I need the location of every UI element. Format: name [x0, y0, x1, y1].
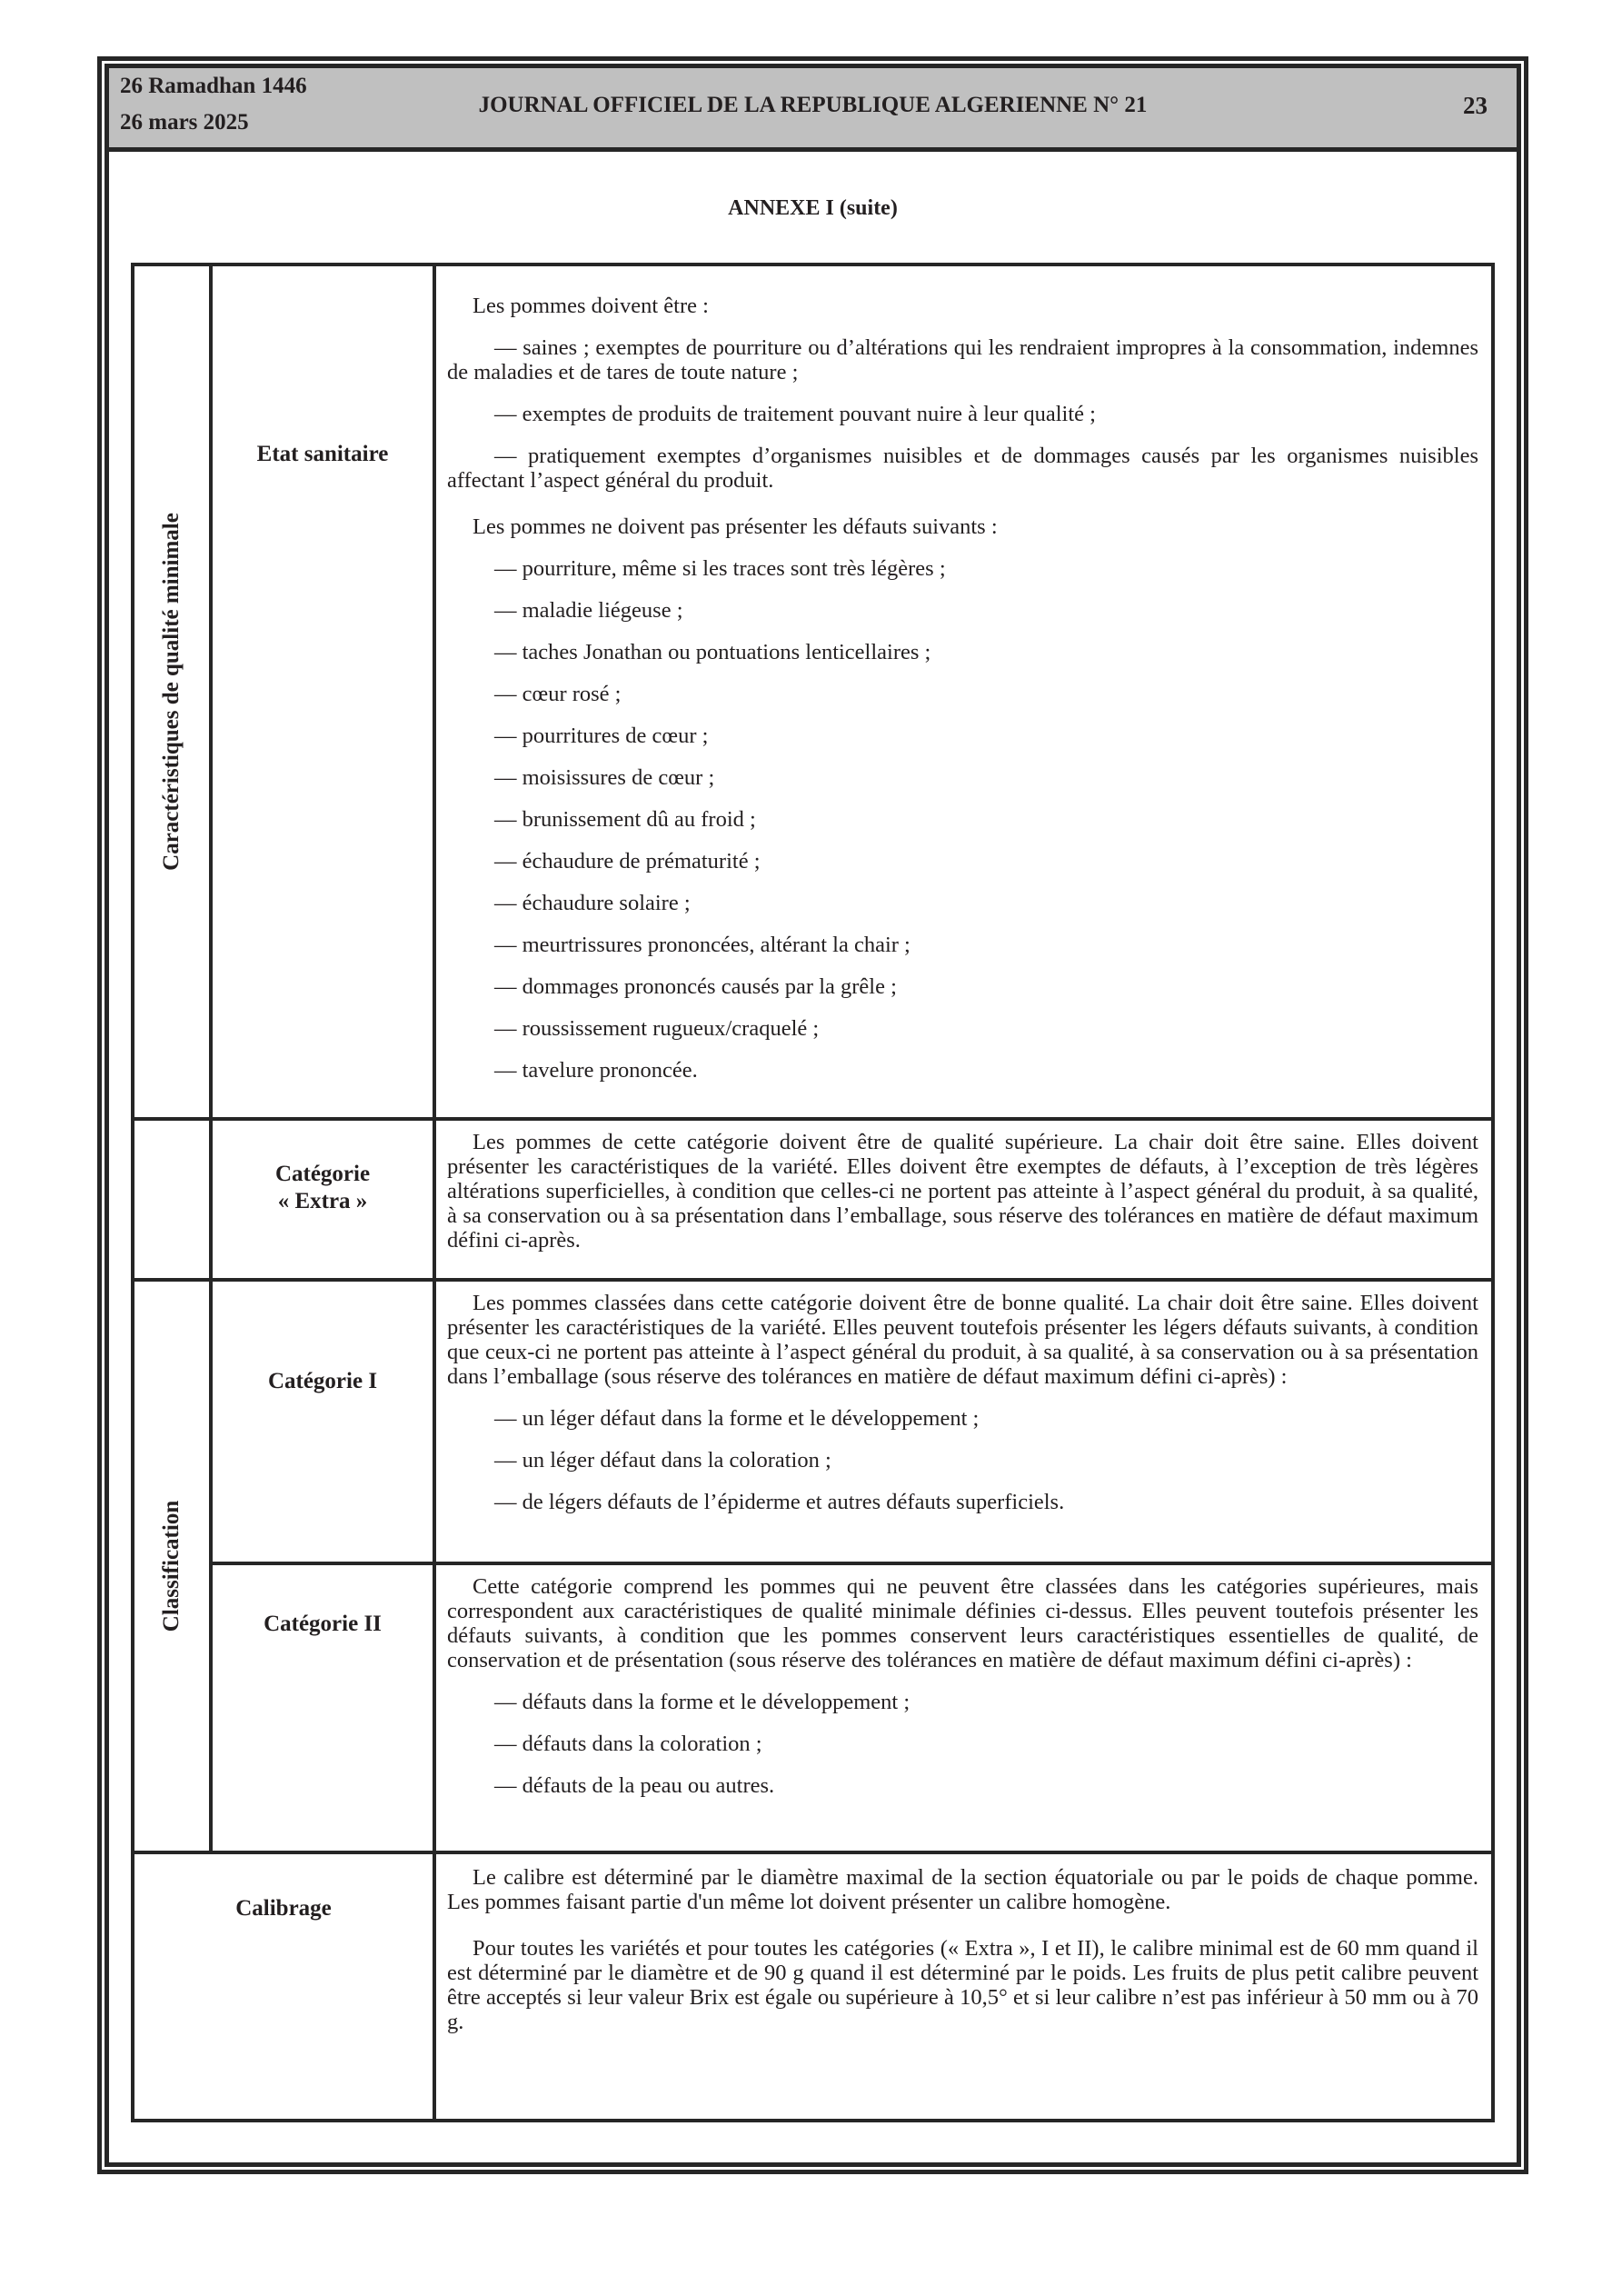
table-row-category-1: [133, 1280, 1493, 1563]
defect-item: — meurtrissures prononcées, altérant la chair ;: [494, 933, 911, 957]
empty-group-cell: [133, 1119, 211, 1280]
category-1-item: — un léger défaut dans la forme et le développement ;: [494, 1406, 980, 1431]
defect-item: — dommages prononcés causés par la grêle ;: [494, 974, 897, 999]
page-number: 23: [1463, 92, 1488, 119]
gregorian-date: 26 mars 2025: [120, 110, 249, 135]
defects-intro: Les pommes ne doivent pas présenter les défauts suivants :: [473, 514, 998, 539]
journal-title: JOURNAL OFFICIEL DE LA REPUBLIQUE ALGERIENNE N° 21: [478, 93, 1148, 117]
calibrage-paragraph-2: Pour toutes les variétés et pour toutes les catégories (« Extra », I et II), le calibre minimal est de 60 mm quand il est déterminé par le diamètre et de 90 g quand il est déterminé par le poids. Les fruits de plus petit calibre peuvent être acceptés si leur valeur Brix est égale ou supérieure à 10,5° et si leur calibre n’est pas inférieur à 50 mm ou à 70 g.: [447, 1936, 1478, 2034]
category-1-item: — de légers défauts de l’épiderme et autres défauts superficiels.: [494, 1490, 1065, 1514]
category-extra-text: Les pommes de cette catégorie doivent être de qualité supérieure. La chair doit être saine. Elles doivent présenter les caractéristiques de la variété. Elles doivent être exemptes de défauts, à l’exception de très légères altérations superficielles, à condition que celles-ci ne portent pas atteinte à l’aspect général du produit, à sa qualité, à sa conservation ou à sa présentation dans l’emballage, sous réserve des tolérances en matière de défaut maximum défini ci-après.: [447, 1130, 1478, 1253]
defect-item: — tavelure prononcée.: [494, 1058, 698, 1083]
defect-item: — roussissement rugueux/craquelé ;: [494, 1016, 820, 1041]
category-2-item: — défauts de la peau ou autres.: [494, 1773, 775, 1798]
defect-item: — échaudure de prématurité ;: [494, 849, 761, 873]
row-label-category-extra: Catégorie « Extra »: [211, 1119, 434, 1280]
table-row-category-2: [133, 1563, 1493, 1852]
group-label-classification: Classification: [133, 1280, 211, 1852]
defect-item: — pourritures de cœur ;: [494, 724, 709, 748]
row-label-category-2: Catégorie II: [211, 1563, 434, 1852]
category-2-text: Cette catégorie comprend les pommes qui ne peuvent être classées dans les catégories supérieures, mais correspondent aux caractéristiques de qualité minimale définies ci-dessus. Elles peuvent toutefois présenter les défauts suivants, à condition que les pommes conservent leurs caractéristiques essentielles de qualité, de conservation et de présentation (sous réserve des tolérances en matière de défaut maximum défini ci-après) :: [447, 1574, 1478, 1672]
requirement-item: — saines ; exemptes de pourriture ou d’altérations qui les rendraient impropres à la consommation, indemnes de maladies et de tares de toute nature ;: [447, 335, 1478, 384]
etat-sanitaire-content: [434, 265, 1493, 1119]
category-2-content: [434, 1563, 1493, 1852]
row-label-category-1: Catégorie I: [211, 1280, 434, 1563]
category-1-content: [434, 1280, 1493, 1563]
row-label-calibrage: Calibrage: [133, 1852, 434, 2121]
requirement-item: — exemptes de produits de traitement pouvant nuire à leur qualité ;: [494, 402, 1096, 426]
table-row-calibrage: [133, 1852, 1493, 2121]
defect-item: — maladie liégeuse ;: [494, 598, 683, 623]
defect-item: — brunissement dû au froid ;: [494, 807, 756, 832]
journal-header: [109, 68, 1517, 152]
table-row-category-extra: [133, 1119, 1493, 1280]
group-label-minimal-quality: Caractéristiques de qualité minimale: [133, 265, 211, 1119]
requirements-intro: Les pommes doivent être :: [473, 294, 709, 318]
defect-item: — échaudure solaire ;: [494, 891, 691, 915]
defect-item: — moisissures de cœur ;: [494, 765, 715, 790]
category-1-item: — un léger défaut dans la coloration ;: [494, 1448, 831, 1472]
row-label-etat-sanitaire: Etat sanitaire: [211, 265, 434, 1119]
defect-item: — pourriture, même si les traces sont très légères ;: [494, 556, 946, 581]
table-row-etat-sanitaire: [133, 265, 1493, 1119]
requirement-item: — pratiquement exemptes d’organismes nuisibles et de dommages causés par les organismes nuisibles affectant l’aspect général du produit.: [447, 444, 1478, 493]
quality-standards-table: [131, 263, 1495, 2122]
calibrage-paragraph-1: Le calibre est déterminé par le diamètre maximal de la section équatoriale ou par le poids de chaque pomme. Les pommes faisant partie d'un même lot doivent présenter un calibre homogène.: [447, 1865, 1478, 1914]
category-2-item: — défauts dans la coloration ;: [494, 1732, 762, 1756]
calibrage-content: [434, 1852, 1493, 2121]
category-2-item: — défauts dans la forme et le développement ;: [494, 1690, 911, 1714]
defect-item: — cœur rosé ;: [494, 682, 622, 706]
category-1-text: Les pommes classées dans cette catégorie doivent être de bonne qualité. La chair doit être saine. Elles doivent présenter les caractéristiques de la variété. Elles peuvent toutefois présenter les légers défauts suivants, à condition que ceux-ci ne portent pas atteinte à l’aspect général du produit, à sa qualité, à sa conservation ou à sa présentation dans l’emballage (sous réserve des tolérances en matière de défaut maximum défini ci-après) :: [447, 1291, 1478, 1389]
annex-title: ANNEXE I (suite): [728, 196, 898, 220]
hijri-date: 26 Ramadhan 1446: [120, 74, 307, 98]
category-extra-content: [434, 1119, 1493, 1280]
defect-item: — taches Jonathan ou pontuations lenticellaires ;: [494, 640, 931, 664]
